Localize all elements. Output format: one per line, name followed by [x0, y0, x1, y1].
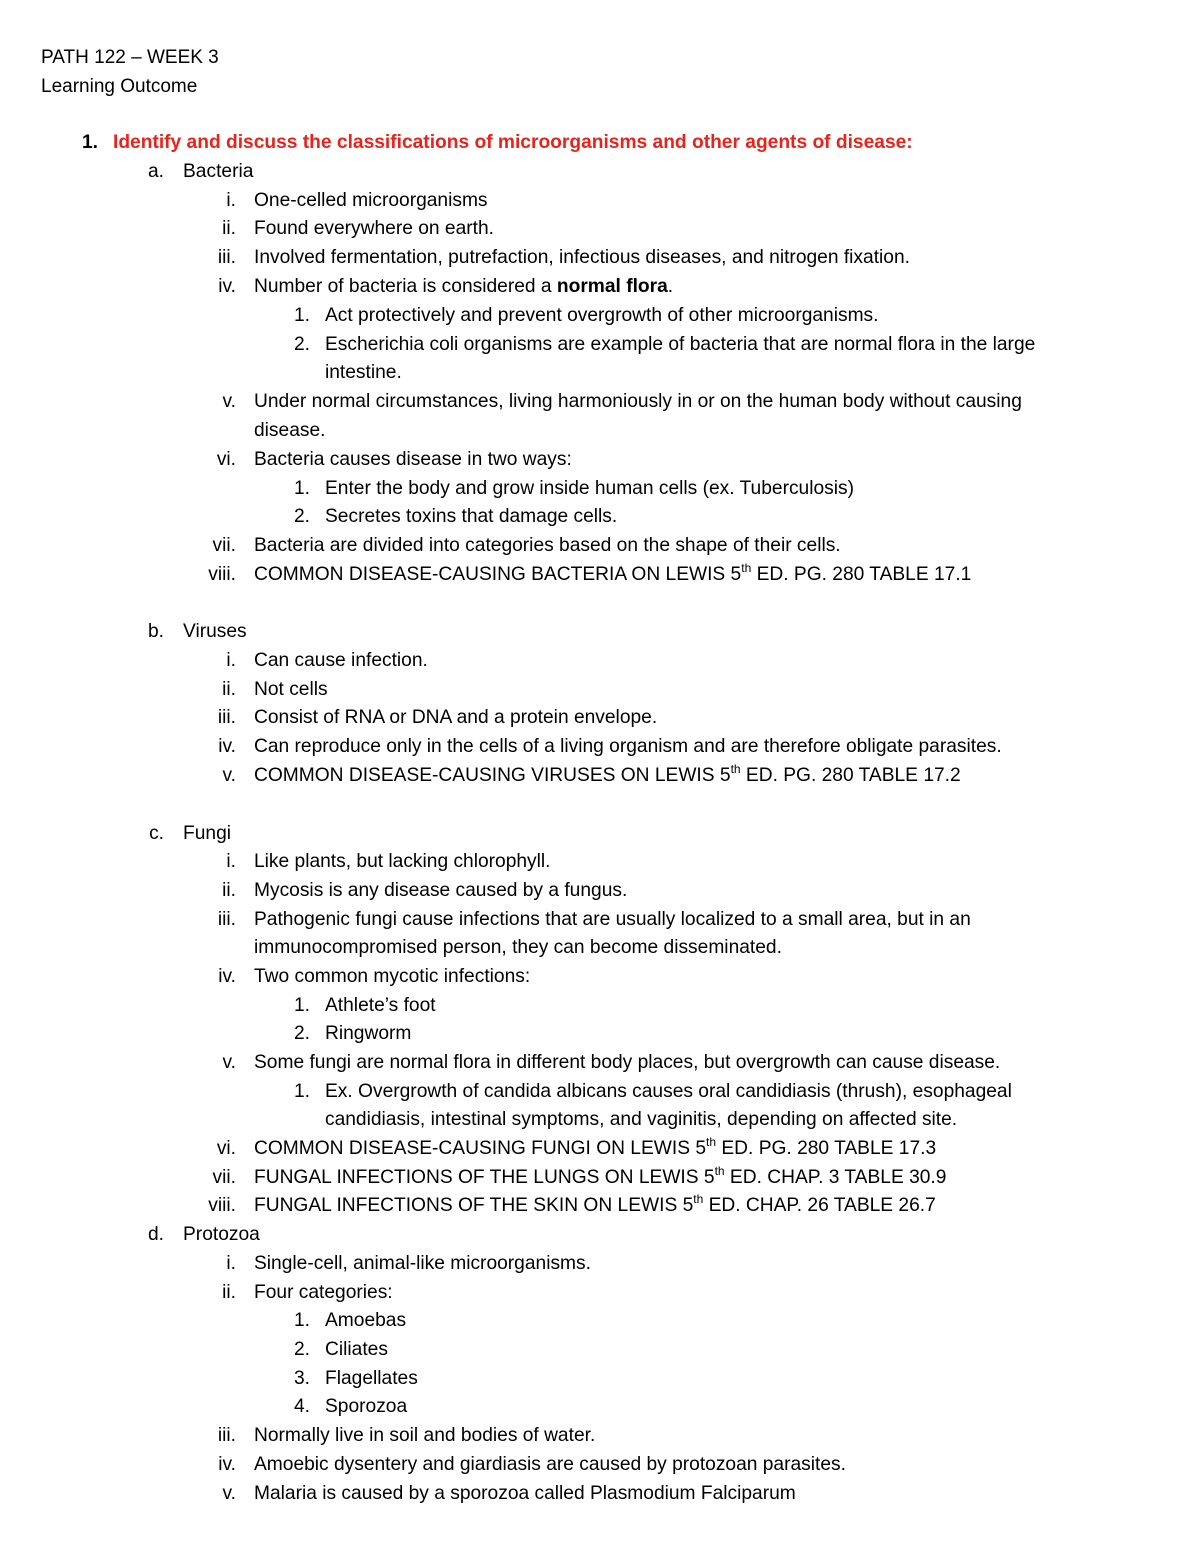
page-subtitle: Learning Outcome: [41, 76, 198, 97]
list-marker: 1.: [81, 132, 98, 153]
list-item-text: Amoebic dysentery and giardiasis are caused by protozoan parasites.: [254, 1454, 846, 1475]
list-item-text: Number of bacteria is considered a normal flora.: [254, 276, 674, 297]
list-marker: c.: [149, 823, 164, 844]
list-marker: 1.: [293, 305, 310, 326]
list-item-text: Consist of RNA or DNA and a protein envelope.: [254, 707, 658, 728]
list-marker: 4.: [293, 1396, 310, 1417]
bold-term: normal flora: [556, 276, 668, 297]
list-item-text: Ciliates: [325, 1339, 388, 1360]
list-item-text: Amoebas: [325, 1310, 407, 1331]
list-item-text: Found everywhere on earth.: [254, 218, 494, 239]
list-marker: iii.: [217, 247, 236, 268]
list-item-text: Normally live in soil and bodies of water.: [254, 1425, 596, 1446]
list-item-text: Malaria is caused by a sporozoa called Plasmodium Falciparum: [254, 1483, 796, 1504]
list-item-text: Flagellates: [325, 1368, 418, 1389]
list-item-text: One-celled microorganisms: [254, 190, 488, 211]
list-marker: d.: [147, 1224, 164, 1245]
list-item-text: Escherichia coli organisms are example of bacteria that are normal flora in the large: [325, 334, 1036, 355]
outcome-text: Identify and discuss the classifications of microorganisms and other agents of disease:: [113, 132, 913, 153]
list-item-text: Some fungi are normal flora in different body places, but overgrowth can cause disease.: [254, 1052, 1001, 1073]
list-marker: i.: [226, 650, 236, 671]
list-item-text: Not cells: [254, 679, 328, 700]
list-marker: 1.: [293, 995, 310, 1016]
reference-text: COMMON DISEASE-CAUSING BACTERIA ON LEWIS 5th ED. PG. 280 TABLE 17.1: [254, 560, 972, 585]
list-marker: 1.: [293, 1310, 310, 1331]
reference-text: COMMON DISEASE-CAUSING VIRUSES ON LEWIS 5th ED. PG. 280 TABLE 17.2: [254, 761, 961, 786]
list-item-text: Bacteria are divided into categories based on the shape of their cells.: [254, 535, 841, 556]
list-marker: ii.: [222, 880, 236, 901]
course-title: PATH 122 – WEEK 3: [41, 47, 219, 68]
list-item-text: Enter the body and grow inside human cells (ex. Tuberculosis): [325, 478, 854, 499]
section-title: Protozoa: [183, 1224, 260, 1245]
list-item-text: Athlete’s foot: [325, 995, 436, 1016]
list-marker: v.: [222, 1483, 236, 1504]
list-marker: ii.: [222, 1282, 236, 1303]
list-marker: 1.: [293, 1081, 310, 1102]
reference-text: FUNGAL INFECTIONS OF THE LUNGS ON LEWIS 5th ED. CHAP. 3 TABLE 30.9: [254, 1163, 947, 1188]
list-marker: v.: [222, 391, 236, 412]
list-marker: iv.: [218, 276, 236, 297]
list-item-text: Ringworm: [325, 1023, 412, 1044]
list-item-text: Act protectively and prevent overgrowth of other microorganisms.: [325, 305, 879, 326]
list-marker: i.: [226, 851, 236, 872]
list-marker: i.: [226, 190, 236, 211]
list-item-text: Single-cell, animal-like microorganisms.: [254, 1253, 591, 1274]
list-marker: viii.: [208, 1195, 236, 1216]
list-marker: ii.: [222, 218, 236, 239]
list-item-text: immunocompromised person, they can become disseminated.: [254, 937, 782, 958]
list-marker: iv.: [218, 966, 236, 987]
list-item-text: Can reproduce only in the cells of a living organism and are therefore obligate parasites.: [254, 736, 1002, 757]
list-marker: 2.: [293, 334, 310, 355]
list-item-text: Can cause infection.: [254, 650, 428, 671]
list-item-text: candidiasis, intestinal symptoms, and vaginitis, depending on affected site.: [325, 1109, 958, 1130]
list-marker: v.: [222, 1052, 236, 1073]
list-marker: i.: [226, 1253, 236, 1274]
list-item-text: disease.: [254, 420, 326, 441]
list-marker: ii.: [222, 679, 236, 700]
reference-text: COMMON DISEASE-CAUSING FUNGI ON LEWIS 5th ED. PG. 280 TABLE 17.3: [254, 1134, 937, 1159]
section-title: Fungi: [183, 823, 231, 844]
list-item-text: Sporozoa: [325, 1396, 408, 1417]
list-marker: 2.: [293, 1339, 310, 1360]
list-item-text: Involved fermentation, putrefaction, infectious diseases, and nitrogen fixation.: [254, 247, 910, 268]
list-item-text: Under normal circumstances, living harmoniously in or on the human body without causing: [254, 391, 1022, 412]
list-marker: 3.: [293, 1368, 310, 1389]
list-item-text: Mycosis is any disease caused by a fungus.: [254, 880, 628, 901]
list-item-text: Four categories:: [254, 1282, 393, 1303]
list-marker: iii.: [217, 1425, 236, 1446]
list-item-text: intestine.: [325, 362, 402, 383]
list-marker: a.: [147, 161, 164, 182]
list-marker: 1.: [293, 478, 310, 499]
list-marker: vii.: [212, 1167, 236, 1188]
list-marker: v.: [222, 765, 236, 786]
list-marker: 2.: [293, 1023, 310, 1044]
section-title: Viruses: [183, 621, 247, 642]
list-item-text: Secretes toxins that damage cells.: [325, 506, 618, 527]
list-marker: iv.: [218, 1454, 236, 1475]
list-item-text: Like plants, but lacking chlorophyll.: [254, 851, 551, 872]
list-item-text: Pathogenic fungi cause infections that are usually localized to a small area, but in an: [254, 909, 971, 930]
list-marker: 2.: [293, 506, 310, 527]
list-marker: iii.: [217, 707, 236, 728]
list-marker: vii.: [212, 535, 236, 556]
list-item-text: Two common mycotic infections:: [254, 966, 531, 987]
list-marker: b.: [147, 621, 164, 642]
list-marker: vi.: [216, 1138, 236, 1159]
list-item-text: Ex. Overgrowth of candida albicans causes oral candidiasis (thrush), esophageal: [325, 1081, 1012, 1102]
list-marker: iv.: [218, 736, 236, 757]
list-marker: iii.: [217, 909, 236, 930]
section-title: Bacteria: [183, 161, 254, 182]
list-marker: vi.: [216, 449, 236, 470]
list-marker: viii.: [208, 564, 236, 585]
list-item-text: Bacteria causes disease in two ways:: [254, 449, 572, 470]
reference-text: FUNGAL INFECTIONS OF THE SKIN ON LEWIS 5th ED. CHAP. 26 TABLE 26.7: [254, 1191, 936, 1216]
